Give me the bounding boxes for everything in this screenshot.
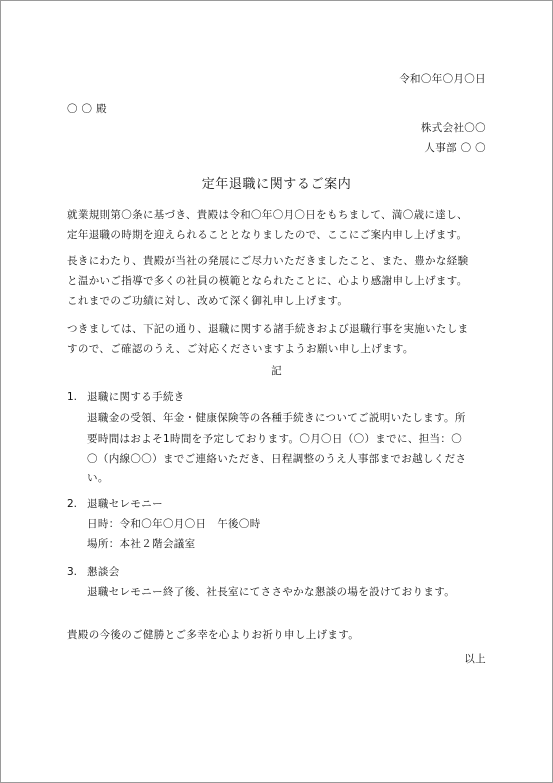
document-date: 令和〇年〇月〇日 [399, 73, 486, 85]
ki-heading: 記 [271, 365, 282, 377]
item-1-heading: 退職に関する手続き [87, 391, 185, 403]
closing-line: 貴殿の今後のご健勝とご多幸を心よりお祈り申し上げます。 [67, 629, 360, 641]
sender-department: 人事部 〇 〇 [424, 142, 486, 154]
paragraph-1-line-1: 就業規則第〇条に基づき、貴殿は令和〇年〇月〇日をもちまして、満〇歳に達し、 [67, 209, 468, 221]
paragraph-3-line-2: すので、ご確認のうえ、ご対応くださいますようお願い申し上げます。 [67, 343, 414, 355]
paragraph-2-line-2: と温かいご指導で多くの社員の模範となられたことに、心より感謝申し上げます。 [67, 275, 468, 287]
addressee: 〇 〇 殿 [67, 103, 107, 115]
paragraph-2-line-1: 長きにわたり、貴殿が当社の発展にご尽力いただきましたこと、また、豊かな経験 [67, 255, 469, 267]
item-2-number: 2. [67, 498, 78, 510]
paragraph-2-line-3: これまでのご功績に対し、改めて深く御礼申し上げます。 [67, 295, 349, 307]
item-3-line-1: 退職セレモニー終了後、社長室にてささやかな懇談の場を設けております。 [87, 586, 456, 598]
end-mark: 以上 [464, 653, 486, 665]
paragraph-1-line-2: 定年退職の時期を迎えられることとなりましたので、ここにご案内申し上げます。 [67, 229, 468, 241]
paragraph-3-line-1: つきましては、下記の通り、退職に関する諸手続きおよび退職行事を実施いたしま [67, 323, 469, 335]
document-title: 定年退職に関するご案内 [201, 177, 352, 192]
item-3-number: 3. [67, 566, 78, 578]
item-3-heading: 懇談会 [87, 566, 120, 578]
item-2-line-1: 日時：令和〇年〇月〇日 午後〇時 [87, 518, 261, 530]
item-1-line-1: 退職金の受領、年金・健康保険等の各種手続きについてご説明いたします。所 [87, 412, 466, 424]
item-2-heading: 退職セレモニー [87, 498, 163, 510]
item-2-line-2: 場所：本社２階会議室 [87, 538, 196, 550]
item-1-line-4: い。 [87, 472, 109, 484]
item-1-line-2: 要時間はおよそ1時間を予定しております。〇月〇日（〇）までに、担当：〇 [87, 433, 463, 445]
item-1-number: 1. [67, 391, 78, 403]
item-1-line-3: 〇（内線〇〇）までご連絡いただき、日程調整のうえ人事部までお越しくださ [87, 453, 467, 465]
sender-company: 株式会社〇〇 [420, 122, 486, 134]
